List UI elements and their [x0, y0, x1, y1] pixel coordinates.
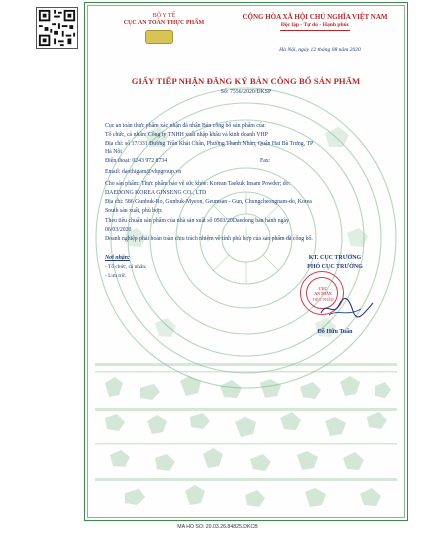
body-line: Cho sản phẩm: Thực phẩm bảo vệ sức khỏe: Korean Taekuk Insam Powder; do: — [105, 181, 291, 187]
issue-date: Hà Nội, ngày 12 tháng 08 năm 2020 — [279, 47, 361, 53]
stamp-text: CỤC — [318, 286, 328, 291]
body-line: Cục an toàn thực phẩm xác nhận đã nhận Bản công bố sản phẩm của: — [105, 123, 266, 129]
body-line: Theo tiêu chuẩn sản phẩm của nhà sản xuất số 0503/20Daedong ban hành ngày — [105, 218, 290, 224]
body-line: Doanh nghiệp phải hoàn toàn chịu trách nhiệm về tính phù hợp của sản phẩm đã công bố. — [105, 236, 313, 242]
department-logo-icon — [145, 30, 173, 44]
stamp-text: AN TOÀN — [314, 292, 332, 296]
body-line: Địa chỉ: số 17/331 Đường Trần Khát Chân, Phường Thanh Nhàn, Quận Hai Bà Trưng, TP — [105, 141, 314, 147]
recipients-label: Nơi nhận: — [105, 255, 130, 261]
body-line: Hà Nội — [105, 149, 122, 155]
signer-name: Đỗ Hữu Tuấn — [317, 329, 353, 335]
body-line: South sản xuất, phù hợp: — [105, 208, 163, 214]
document-page — [84, 2, 408, 521]
country-name: CỘNG HÒA XÃ HỘI CHỦ NGHĨA VIỆT NAM — [242, 13, 388, 21]
signer-title: PHÓ CỤC TRƯỞNG — [307, 264, 363, 270]
stamp-text: THỰC PHẨM — [312, 298, 334, 302]
department-name: CỤC AN TOÀN THỰC PHẨM — [123, 20, 205, 26]
ministry-name: BỘ Y TẾ — [152, 13, 176, 19]
qr-code-icon — [36, 7, 78, 49]
body-line: Điện thoại: 0243 972 8734 — [105, 158, 168, 164]
body-line: DAEDONG KOREA GINSENG CO., LTD — [105, 190, 207, 196]
document-number: Số: 7556/2020/ĐKSP — [220, 89, 272, 95]
body-line: Địa chỉ: 586 Gunbuk-Ro, Gunbuk-Myeon, Geumsan - Gun, Chungcheongnam-do, Korea — [105, 199, 312, 205]
record-code: MA HO SO: 20.03.26.84825.DKCB — [177, 524, 258, 530]
body-line: Email: daothigam@vhpgroup.vn — [105, 169, 182, 175]
document-title: GIẤY TIẾP NHẬN ĐĂNG KÝ BẢN CÔNG BỐ SẢN PHẨM — [131, 76, 361, 86]
national-motto: Độc lập - Tự do - Hạnh phúc — [280, 22, 350, 28]
motto-underline — [280, 30, 350, 31]
body-line: Tổ chức, cá nhân: Công ty TNHH xuất nhập khẩu và kinh doanh VHP — [105, 132, 268, 138]
recipient-item: - Lưu trữ. — [105, 273, 126, 279]
body-line: Fax: — [260, 158, 271, 164]
handwritten-signature — [317, 295, 377, 321]
body-line: 06/03/2020 — [105, 227, 132, 233]
recipient-item: - Tổ chức, cá nhân; — [105, 264, 147, 270]
signer-position: KT. CỤC TRƯỞNG — [308, 255, 362, 261]
